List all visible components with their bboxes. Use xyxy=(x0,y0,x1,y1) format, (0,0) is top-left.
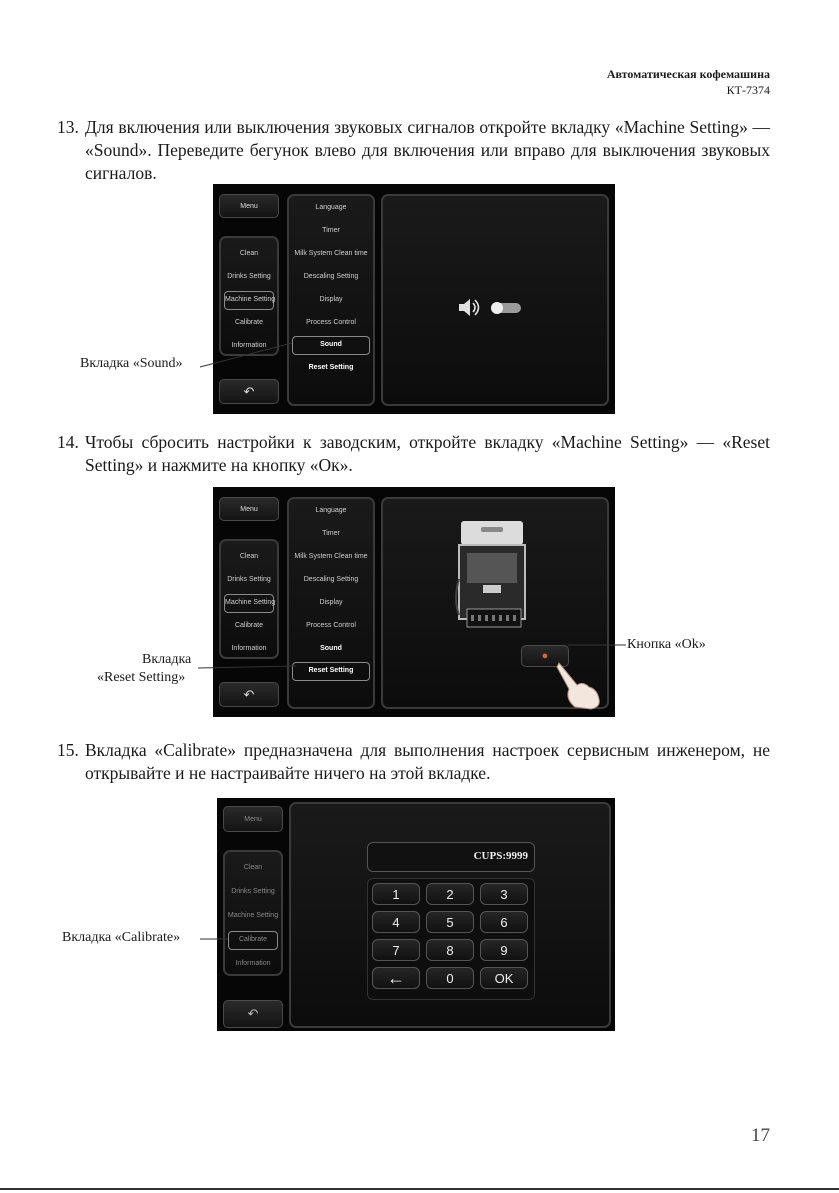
coffee-machine-image xyxy=(453,519,533,637)
main-menu-panel xyxy=(223,850,283,976)
key-1[interactable]: 1 xyxy=(372,883,420,905)
menu-button[interactable]: Menu xyxy=(219,497,279,521)
callout-ok-button: Кнопка «Ok» xyxy=(627,637,706,652)
back-arrow-icon: ↶ xyxy=(243,383,255,399)
key-5[interactable]: 5 xyxy=(426,911,474,933)
menu-item-clean[interactable]: Clean xyxy=(239,553,259,560)
menu-item-information[interactable]: Information xyxy=(235,960,271,967)
screenshot-calibrate-tab xyxy=(217,798,615,1031)
key-6[interactable]: 6 xyxy=(480,911,528,933)
main-menu-panel xyxy=(219,236,279,356)
hand-icon: ● xyxy=(541,650,549,662)
back-button[interactable] xyxy=(219,379,279,404)
bottom-rule xyxy=(0,1188,839,1190)
key-7[interactable]: 7 xyxy=(372,939,420,961)
calibrate-content-panel xyxy=(289,802,611,1028)
numeric-keypad xyxy=(367,878,535,1000)
ok-key[interactable]: OK xyxy=(480,967,528,989)
submenu-sound[interactable]: Sound xyxy=(320,645,342,652)
cups-counter: CUPS:9999 xyxy=(473,850,528,862)
cups-display xyxy=(367,842,535,872)
menu-item-drinks-setting[interactable]: Drinks Setting xyxy=(227,576,271,583)
submenu-reset-setting[interactable]: Reset Setting xyxy=(292,662,370,681)
content-panel xyxy=(381,497,609,709)
callout-reset-tab-line2: «Reset Setting» xyxy=(97,670,186,685)
menu-item-information[interactable]: Information xyxy=(231,342,267,349)
menu-item-machine-setting[interactable]: Machine Setting xyxy=(224,291,274,310)
submenu-panel xyxy=(287,497,375,709)
submenu-timer[interactable]: Timer xyxy=(322,227,340,234)
paragraph-number: 15. xyxy=(57,740,79,760)
callout-reset-tab-line1: Вкладка xyxy=(142,652,192,667)
speaker-icon xyxy=(459,299,479,316)
submenu-sound[interactable]: Sound xyxy=(292,336,370,355)
menu-item-machine-setting[interactable]: Machine Setting xyxy=(227,912,279,919)
pointing-hand-icon xyxy=(555,659,607,711)
backspace-key[interactable]: ← xyxy=(372,967,420,989)
menu-button[interactable]: Menu xyxy=(223,806,283,832)
callout-calibrate-tab: Вкладка «Calibrate» xyxy=(62,930,181,945)
back-arrow-icon: ↶ xyxy=(247,1006,259,1021)
content-panel xyxy=(381,194,609,406)
paragraph-15 xyxy=(57,739,770,785)
key-8[interactable]: 8 xyxy=(426,939,474,961)
model-number: КТ-7374 xyxy=(726,83,770,97)
screenshot-sound-tab xyxy=(213,184,615,414)
callout-line-ok xyxy=(566,640,628,650)
paragraph-number: 14. xyxy=(57,432,79,452)
submenu-milk-system-clean-time[interactable]: Milk System Clean time xyxy=(294,250,368,257)
submenu-timer[interactable]: Timer xyxy=(322,530,340,537)
callout-line-reset xyxy=(196,660,302,672)
key-3[interactable]: 3 xyxy=(480,883,528,905)
page-number: 17 xyxy=(751,1125,770,1146)
paragraph-text: Для включения или выключения звуковых сигналов откройте вкладку «Machine Setting» — «Sound». Переведите бегунок влево для включения или вправо для выключения звуковых сигналов. xyxy=(85,117,770,183)
callout-sound-tab: Вкладка «Sound» xyxy=(80,356,183,371)
submenu-language[interactable]: Language xyxy=(315,507,347,514)
menu-item-calibrate[interactable]: Calibrate xyxy=(234,622,263,629)
callout-line-calibrate xyxy=(200,935,230,943)
paragraph-number: 13. xyxy=(57,117,79,137)
back-button[interactable] xyxy=(223,1000,283,1028)
menu-item-information[interactable]: Information xyxy=(231,645,267,652)
submenu-process-control[interactable]: Process Control xyxy=(306,319,356,326)
screenshot-reset-setting-tab xyxy=(213,487,615,717)
paragraph-text: Вкладка «Calibrate» предназначена для выполнения настроек сервисным инженером, не открывайте и не настраивайте ничего на этой вкладке. xyxy=(85,740,770,783)
submenu-descaling-setting[interactable]: Descaling Setting xyxy=(303,576,359,583)
menu-item-drinks-setting[interactable]: Drinks Setting xyxy=(231,888,275,895)
menu-item-clean[interactable]: Clean xyxy=(243,864,263,871)
main-menu-panel xyxy=(219,539,279,659)
menu-item-machine-setting[interactable]: Machine Setting xyxy=(224,594,274,613)
paragraph-13 xyxy=(57,116,770,185)
submenu-milk-system-clean-time[interactable]: Milk System Clean time xyxy=(294,553,368,560)
submenu-descaling-setting[interactable]: Descaling Setting xyxy=(303,273,359,280)
menu-item-drinks-setting[interactable]: Drinks Setting xyxy=(227,273,271,280)
paragraph-14 xyxy=(57,431,770,477)
submenu-panel xyxy=(287,194,375,406)
submenu-display[interactable]: Display xyxy=(319,296,343,303)
menu-item-clean[interactable]: Clean xyxy=(239,250,259,257)
key-2[interactable]: 2 xyxy=(426,883,474,905)
paragraph-text: Чтобы сбросить настройки к заводским, откройте вкладку «Machine Setting» — «Reset Setting» и нажмите на кнопку «Ок». xyxy=(85,432,770,475)
submenu-reset-setting[interactable]: Reset Setting xyxy=(308,364,354,371)
sound-toggle-row xyxy=(457,296,537,320)
submenu-language[interactable]: Language xyxy=(315,204,347,211)
key-9[interactable]: 9 xyxy=(480,939,528,961)
submenu-display[interactable]: Display xyxy=(319,599,343,606)
callout-line-sound xyxy=(198,340,298,370)
menu-item-calibrate[interactable]: Calibrate xyxy=(228,931,278,950)
key-4[interactable]: 4 xyxy=(372,911,420,933)
back-button[interactable] xyxy=(219,682,279,707)
sound-toggle-switch[interactable] xyxy=(491,302,521,314)
submenu-process-control[interactable]: Process Control xyxy=(306,622,356,629)
document-title: Автоматическая кофемашина xyxy=(606,67,770,81)
menu-item-calibrate[interactable]: Calibrate xyxy=(234,319,263,326)
key-0[interactable]: 0 xyxy=(426,967,474,989)
back-arrow-icon: ↶ xyxy=(243,686,255,702)
menu-button[interactable]: Menu xyxy=(219,194,279,218)
